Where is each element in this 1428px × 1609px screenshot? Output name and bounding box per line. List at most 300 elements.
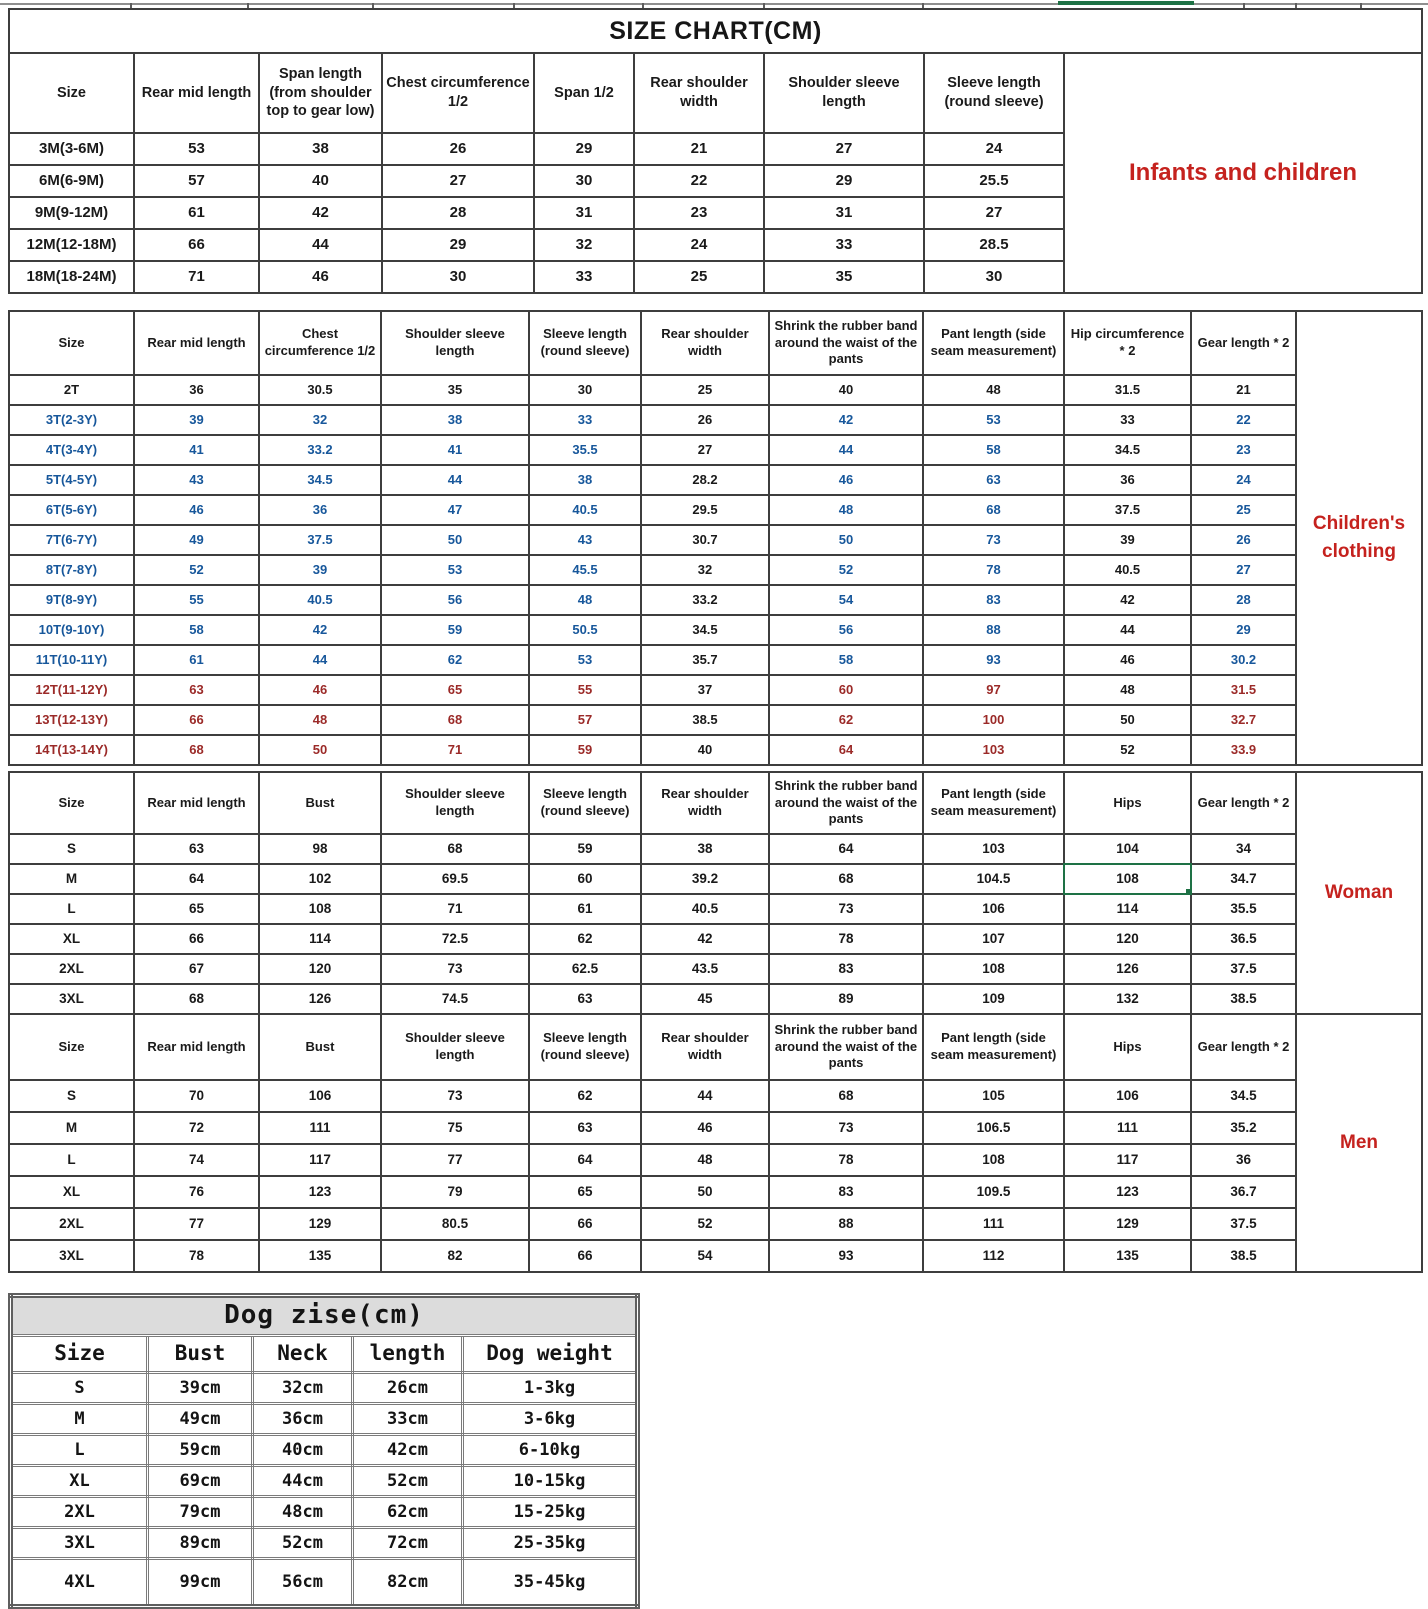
column-header: Hips: [1064, 1014, 1191, 1080]
value-cell: 40: [769, 375, 923, 405]
value-cell: 40: [641, 735, 769, 765]
value-cell: 35.5: [529, 435, 641, 465]
value-cell: 35.7: [641, 645, 769, 675]
value-cell: 50.5: [529, 615, 641, 645]
size-cell: 13T(12-13Y): [9, 705, 134, 735]
value-cell: 83: [769, 1176, 923, 1208]
value-cell: 34.7: [1191, 864, 1296, 894]
value-cell: 41: [134, 435, 259, 465]
value-cell: 44: [381, 465, 529, 495]
value-cell: 53: [134, 133, 259, 165]
value-cell: 68: [381, 705, 529, 735]
column-header: Size: [9, 53, 134, 133]
page-title: SIZE CHART(CM): [8, 8, 1423, 54]
value-cell: 123: [259, 1176, 381, 1208]
value-cell: 59: [529, 735, 641, 765]
value-cell: 93: [923, 645, 1064, 675]
value-cell: 43: [529, 525, 641, 555]
value-cell: 26cm: [353, 1373, 463, 1404]
value-cell: 129: [1064, 1208, 1191, 1240]
size-cell: XL: [9, 1176, 134, 1208]
column-header: Size: [11, 1336, 148, 1373]
value-cell: 44: [1064, 615, 1191, 645]
infants-section: [8, 52, 1423, 294]
men-size-table: [8, 1013, 1297, 1273]
value-cell: 29: [1191, 615, 1296, 645]
value-cell: 25: [641, 375, 769, 405]
value-cell: 45: [641, 984, 769, 1014]
spreadsheet-top-gridline: [0, 0, 1428, 8]
header-row: [9, 53, 1064, 133]
value-cell: 21: [634, 133, 764, 165]
value-cell: 43.5: [641, 954, 769, 984]
value-cell: 73: [923, 525, 1064, 555]
value-cell: 73: [769, 1112, 923, 1144]
column-header: Rear mid length: [134, 53, 259, 133]
value-cell: 62.5: [529, 954, 641, 984]
value-cell: 68: [134, 984, 259, 1014]
value-cell: 21: [1191, 375, 1296, 405]
value-cell: 32: [259, 405, 381, 435]
children-label: Children's clothing: [1295, 310, 1423, 766]
value-cell: 56: [381, 585, 529, 615]
column-header: Dog weight: [463, 1336, 638, 1373]
value-cell: 31.5: [1191, 675, 1296, 705]
value-cell: 112: [923, 1240, 1064, 1272]
value-cell: 74: [134, 1144, 259, 1176]
value-cell: 77: [381, 1144, 529, 1176]
value-cell: 38.5: [641, 705, 769, 735]
value-cell: 89: [769, 984, 923, 1014]
value-cell: 32: [534, 229, 634, 261]
size-cell: M: [9, 1112, 134, 1144]
value-cell: 44: [259, 229, 382, 261]
value-cell: 37.5: [1191, 954, 1296, 984]
value-cell: 102: [259, 864, 381, 894]
table-row: [9, 405, 1296, 435]
value-cell: 36: [259, 495, 381, 525]
value-cell: 104.5: [923, 864, 1064, 894]
header-row: [9, 311, 1296, 375]
value-cell: 33.2: [641, 585, 769, 615]
value-cell: 48: [769, 495, 923, 525]
size-cell: 6T(5-6Y): [9, 495, 134, 525]
size-cell: 3XL: [11, 1528, 148, 1559]
value-cell: 22: [1191, 405, 1296, 435]
value-cell: 104: [1064, 834, 1191, 864]
value-cell: 23: [1191, 435, 1296, 465]
value-cell: 58: [134, 615, 259, 645]
size-cell: 8T(7-8Y): [9, 555, 134, 585]
column-header: Size: [9, 772, 134, 834]
value-cell: 35.2: [1191, 1112, 1296, 1144]
value-cell: 100: [923, 705, 1064, 735]
table-row: [9, 465, 1296, 495]
table-row: [11, 1466, 638, 1497]
value-cell: 77: [134, 1208, 259, 1240]
header-row: [9, 1014, 1296, 1080]
selected-cell-top-border-artifact: [1058, 1, 1194, 5]
table-row: [9, 1176, 1296, 1208]
column-header: Rear shoulder width: [641, 772, 769, 834]
value-cell: 10-15kg: [463, 1466, 638, 1497]
table-row: [9, 1208, 1296, 1240]
value-cell: 34.5: [259, 465, 381, 495]
value-cell: 65: [134, 894, 259, 924]
value-cell: 36.5: [1191, 924, 1296, 954]
value-cell: 62: [769, 705, 923, 735]
value-cell: 54: [769, 585, 923, 615]
value-cell: 111: [923, 1208, 1064, 1240]
value-cell: 38: [641, 834, 769, 864]
value-cell: 32.7: [1191, 705, 1296, 735]
value-cell: 25.5: [924, 165, 1064, 197]
table-row: [9, 375, 1296, 405]
value-cell: 35.5: [1191, 894, 1296, 924]
size-chart-sheet: [8, 8, 1423, 1609]
value-cell: 114: [1064, 894, 1191, 924]
value-cell: 46: [134, 495, 259, 525]
value-cell: 30: [534, 165, 634, 197]
value-cell: 44: [769, 435, 923, 465]
value-cell: 66: [134, 705, 259, 735]
infants-size-table: [8, 52, 1065, 294]
column-header: Size: [9, 311, 134, 375]
value-cell: 89cm: [148, 1528, 253, 1559]
value-cell: 37.5: [1064, 495, 1191, 525]
table-row: [11, 1528, 638, 1559]
value-cell: 54: [641, 1240, 769, 1272]
value-cell: 24: [1191, 465, 1296, 495]
value-cell: 70: [134, 1080, 259, 1112]
size-cell: S: [9, 1080, 134, 1112]
column-header: Shrink the rubber band around the waist of the pants: [769, 1014, 923, 1080]
table-row: [9, 675, 1296, 705]
value-cell: 6-10kg: [463, 1435, 638, 1466]
value-cell: 1-3kg: [463, 1373, 638, 1404]
value-cell: 78: [923, 555, 1064, 585]
value-cell: 63: [529, 1112, 641, 1144]
value-cell: 83: [923, 585, 1064, 615]
value-cell: 29.5: [641, 495, 769, 525]
value-cell: 3-6kg: [463, 1404, 638, 1435]
value-cell: 52: [769, 555, 923, 585]
column-header: Pant length (side seam measurement): [923, 772, 1064, 834]
value-cell: 64: [769, 735, 923, 765]
value-cell: 24: [924, 133, 1064, 165]
value-cell: 69.5: [381, 864, 529, 894]
column-header: Shoulder sleeve length: [381, 1014, 529, 1080]
table-row: [9, 165, 1064, 197]
value-cell: 63: [923, 465, 1064, 495]
column-header: Shoulder sleeve length: [764, 53, 924, 133]
value-cell: 49cm: [148, 1404, 253, 1435]
value-cell: 88: [923, 615, 1064, 645]
dog-size-table: [8, 1293, 640, 1609]
value-cell: 45.5: [529, 555, 641, 585]
value-cell: 58: [769, 645, 923, 675]
value-cell: 83: [769, 954, 923, 984]
table-row: [9, 229, 1064, 261]
table-row: [9, 645, 1296, 675]
value-cell: 59: [381, 615, 529, 645]
value-cell: 132: [1064, 984, 1191, 1014]
value-cell: 111: [1064, 1112, 1191, 1144]
value-cell: 26: [641, 405, 769, 435]
table-row: [9, 133, 1064, 165]
value-cell: 53: [923, 405, 1064, 435]
value-cell: 28: [382, 197, 534, 229]
value-cell: 44: [641, 1080, 769, 1112]
value-cell: 52cm: [353, 1466, 463, 1497]
value-cell: 42: [769, 405, 923, 435]
value-cell: 78: [769, 1144, 923, 1176]
value-cell: 50: [769, 525, 923, 555]
value-cell: 52: [134, 555, 259, 585]
dog-section: [8, 1293, 648, 1609]
value-cell: 33: [529, 405, 641, 435]
value-cell: 79: [381, 1176, 529, 1208]
value-cell: 66: [134, 229, 259, 261]
value-cell: 33cm: [353, 1404, 463, 1435]
value-cell: 37.5: [1191, 1208, 1296, 1240]
size-cell: M: [11, 1404, 148, 1435]
value-cell: 62: [381, 645, 529, 675]
column-header: Rear mid length: [134, 772, 259, 834]
value-cell: 58: [923, 435, 1064, 465]
value-cell: 48: [259, 705, 381, 735]
value-cell: 63: [134, 675, 259, 705]
column-header: Neck: [253, 1336, 353, 1373]
value-cell: 72: [134, 1112, 259, 1144]
value-cell: 126: [1064, 954, 1191, 984]
column-header: Pant length (side seam measurement): [923, 311, 1064, 375]
value-cell: 37.5: [259, 525, 381, 555]
value-cell: 53: [529, 645, 641, 675]
value-cell: 88: [769, 1208, 923, 1240]
value-cell: 82: [381, 1240, 529, 1272]
value-cell: 38: [381, 405, 529, 435]
value-cell: 27: [924, 197, 1064, 229]
value-cell: 39: [259, 555, 381, 585]
value-cell: 25: [1191, 495, 1296, 525]
dog-table-title: Dog zise(cm): [11, 1296, 638, 1336]
value-cell: 29: [764, 165, 924, 197]
value-cell: 36cm: [253, 1404, 353, 1435]
value-cell: 30.7: [641, 525, 769, 555]
value-cell: 107: [923, 924, 1064, 954]
column-header: Hip circumference * 2: [1064, 311, 1191, 375]
value-cell: 29: [534, 133, 634, 165]
men-section: [8, 1013, 1423, 1273]
column-header: Sleeve length (round sleeve): [924, 53, 1064, 133]
column-header: Gear length * 2: [1191, 772, 1296, 834]
value-cell: 106: [259, 1080, 381, 1112]
value-cell: 40cm: [253, 1435, 353, 1466]
woman-label: Woman: [1295, 771, 1423, 1015]
value-cell: 48cm: [253, 1497, 353, 1528]
table-row: [9, 1112, 1296, 1144]
value-cell: 40.5: [259, 585, 381, 615]
value-cell: 108: [923, 954, 1064, 984]
value-cell: 106: [1064, 1080, 1191, 1112]
column-header: Gear length * 2: [1191, 1014, 1296, 1080]
value-cell: 24: [634, 229, 764, 261]
size-cell: 12T(11-12Y): [9, 675, 134, 705]
value-cell: 82cm: [353, 1559, 463, 1607]
value-cell: 68: [769, 864, 923, 894]
size-cell: 12M(12-18M): [9, 229, 134, 261]
column-header: Span 1/2: [534, 53, 634, 133]
value-cell: 74.5: [381, 984, 529, 1014]
value-cell: 72.5: [381, 924, 529, 954]
value-cell: 66: [134, 924, 259, 954]
value-cell: 114: [259, 924, 381, 954]
table-row: [9, 495, 1296, 525]
size-cell: 2XL: [11, 1497, 148, 1528]
value-cell: 41: [381, 435, 529, 465]
value-cell: 15-25kg: [463, 1497, 638, 1528]
value-cell: 65: [529, 1176, 641, 1208]
column-header: Bust: [259, 1014, 381, 1080]
value-cell: 57: [529, 705, 641, 735]
value-cell: 36: [1191, 1144, 1296, 1176]
value-cell: 31: [534, 197, 634, 229]
value-cell: 30: [529, 375, 641, 405]
value-cell: 30.5: [259, 375, 381, 405]
infants-label: Infants and children: [1063, 52, 1423, 294]
value-cell: 62: [529, 1080, 641, 1112]
value-cell: 34.5: [641, 615, 769, 645]
size-cell: 11T(10-11Y): [9, 645, 134, 675]
value-cell: 68: [381, 834, 529, 864]
value-cell: 50: [1064, 705, 1191, 735]
value-cell: 49: [134, 525, 259, 555]
value-cell: 59cm: [148, 1435, 253, 1466]
table-row: [9, 924, 1296, 954]
selected-cell: 108: [1064, 864, 1191, 894]
value-cell: 98: [259, 834, 381, 864]
value-cell: 55: [529, 675, 641, 705]
value-cell: 48: [1064, 675, 1191, 705]
table-row: [11, 1497, 638, 1528]
size-cell: S: [9, 834, 134, 864]
size-cell: 7T(6-7Y): [9, 525, 134, 555]
value-cell: 62: [529, 924, 641, 954]
size-cell: 10T(9-10Y): [9, 615, 134, 645]
column-header: Shrink the rubber band around the waist of the pants: [769, 772, 923, 834]
value-cell: 33.2: [259, 435, 381, 465]
value-cell: 46: [1064, 645, 1191, 675]
value-cell: 103: [923, 735, 1064, 765]
table-row: [9, 1144, 1296, 1176]
value-cell: 129: [259, 1208, 381, 1240]
value-cell: 79cm: [148, 1497, 253, 1528]
column-header: Shoulder sleeve length: [381, 772, 529, 834]
value-cell: 44: [259, 645, 381, 675]
value-cell: 99cm: [148, 1559, 253, 1607]
column-header: Hips: [1064, 772, 1191, 834]
value-cell: 37: [641, 675, 769, 705]
value-cell: 103: [923, 834, 1064, 864]
value-cell: 40.5: [529, 495, 641, 525]
value-cell: 52: [1064, 735, 1191, 765]
size-cell: 9M(9-12M): [9, 197, 134, 229]
value-cell: 52cm: [253, 1528, 353, 1559]
value-cell: 48: [529, 585, 641, 615]
value-cell: 64: [134, 864, 259, 894]
value-cell: 30.2: [1191, 645, 1296, 675]
value-cell: 106: [923, 894, 1064, 924]
value-cell: 120: [1064, 924, 1191, 954]
value-cell: 36.7: [1191, 1176, 1296, 1208]
table-row: [9, 735, 1296, 765]
value-cell: 35: [381, 375, 529, 405]
header-row: [9, 772, 1296, 834]
value-cell: 43: [134, 465, 259, 495]
value-cell: 109.5: [923, 1176, 1064, 1208]
table-row: [9, 525, 1296, 555]
value-cell: 71: [381, 735, 529, 765]
size-cell: 6M(6-9M): [9, 165, 134, 197]
value-cell: 38.5: [1191, 1240, 1296, 1272]
column-header: Shrink the rubber band around the waist of the pants: [769, 311, 923, 375]
value-cell: 27: [764, 133, 924, 165]
size-cell: L: [11, 1435, 148, 1466]
value-cell: 32: [641, 555, 769, 585]
gridline: [0, 3, 1428, 5]
column-header: Sleeve length (round sleeve): [529, 772, 641, 834]
table-row: [9, 555, 1296, 585]
table-row: [9, 585, 1296, 615]
table-row: [9, 954, 1296, 984]
value-cell: 25-35kg: [463, 1528, 638, 1559]
value-cell: 61: [134, 197, 259, 229]
value-cell: 126: [259, 984, 381, 1014]
value-cell: 76: [134, 1176, 259, 1208]
men-label: Men: [1295, 1013, 1423, 1273]
size-cell: 3XL: [9, 984, 134, 1014]
value-cell: 63: [134, 834, 259, 864]
size-cell: XL: [11, 1466, 148, 1497]
value-cell: 105: [923, 1080, 1064, 1112]
value-cell: 63: [529, 984, 641, 1014]
value-cell: 50: [381, 525, 529, 555]
value-cell: 48: [641, 1144, 769, 1176]
value-cell: 80.5: [381, 1208, 529, 1240]
value-cell: 78: [769, 924, 923, 954]
value-cell: 67: [134, 954, 259, 984]
column-header: Chest circumference 1/2: [382, 53, 534, 133]
value-cell: 135: [259, 1240, 381, 1272]
size-cell: 5T(4-5Y): [9, 465, 134, 495]
size-cell: XL: [9, 924, 134, 954]
column-header: Sleeve length (round sleeve): [529, 1014, 641, 1080]
value-cell: 34: [1191, 834, 1296, 864]
size-cell: 2T: [9, 375, 134, 405]
value-cell: 33: [764, 229, 924, 261]
value-cell: 50: [641, 1176, 769, 1208]
value-cell: 27: [641, 435, 769, 465]
value-cell: 57: [134, 165, 259, 197]
value-cell: 61: [529, 894, 641, 924]
value-cell: 73: [381, 1080, 529, 1112]
value-cell: 39: [134, 405, 259, 435]
size-cell: S: [11, 1373, 148, 1404]
table-title-row: [11, 1296, 638, 1336]
value-cell: 27: [382, 165, 534, 197]
value-cell: 123: [1064, 1176, 1191, 1208]
